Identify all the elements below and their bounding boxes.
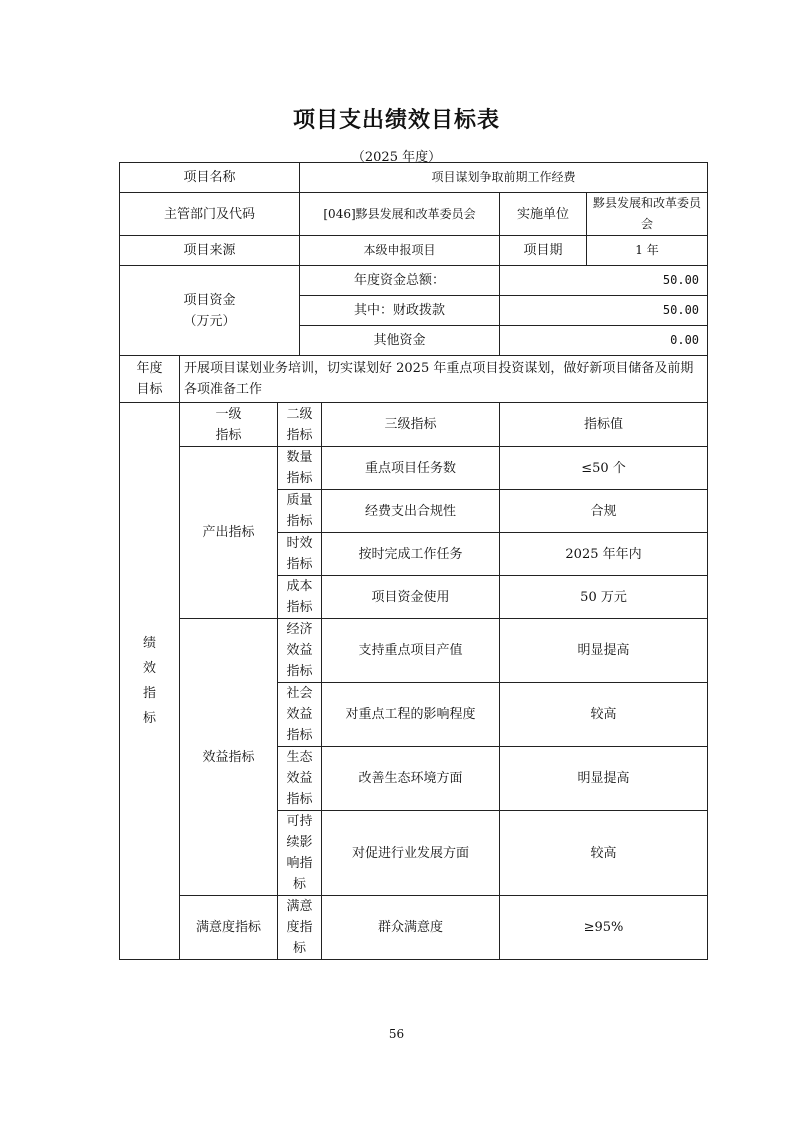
source-label: 项目来源 — [120, 236, 300, 266]
level2-indicator-line: 效益 — [286, 643, 313, 658]
value-header: 指标值 — [500, 403, 708, 447]
indicator-row — [120, 896, 708, 960]
level2-indicator-line: 指标 — [286, 664, 313, 679]
level3-indicator: 经费支出合规性 — [322, 490, 500, 533]
level2-indicator-line: 指标 — [286, 557, 313, 572]
indicator-value: ≤50 个 — [500, 447, 708, 490]
level2-indicator-line: 时效 — [286, 536, 313, 551]
side-label-char: 标 — [142, 711, 156, 726]
level3-header: 三级指标 — [322, 403, 500, 447]
level2-indicator — [278, 811, 322, 896]
indicator-value: 合规 — [500, 490, 708, 533]
level2-indicator — [278, 490, 322, 533]
funds-total-value: 50.00 — [500, 266, 708, 296]
level2-indicator-line: 指标 — [286, 728, 313, 743]
level2-indicator-line: 续影 — [286, 835, 313, 850]
table-row — [120, 266, 708, 296]
side-label-char: 指 — [142, 686, 156, 701]
level3-indicator: 按时完成工作任务 — [322, 533, 500, 576]
source-value: 本级申报项目 — [300, 236, 500, 266]
side-label-char: 绩 — [142, 636, 156, 651]
project-name-value: 项目谋划争取前期工作经费 — [300, 163, 708, 193]
level2-indicator-line: 指标 — [286, 514, 313, 529]
level2-indicator — [278, 447, 322, 490]
page-subtitle: （2025 年度） — [351, 150, 442, 165]
page-number: 56 — [388, 1027, 405, 1041]
level2-indicator-line: 指标 — [286, 471, 313, 486]
indicator-value: 明显提高 — [500, 619, 708, 683]
level2-indicator — [278, 619, 322, 683]
page-title: 项目支出绩效目标表 — [292, 108, 500, 133]
level1-indicator: 效益指标 — [180, 619, 278, 896]
level2-indicator-line: 指标 — [286, 600, 313, 615]
indicator-row — [120, 619, 708, 683]
level2-indicator-line: 度指 — [286, 920, 313, 935]
performance-indicator-label — [120, 403, 180, 960]
funds-fiscal-value: 50.00 — [500, 296, 708, 326]
level2-indicator — [278, 683, 322, 747]
indicator-value: ≥95% — [500, 896, 708, 960]
level2-indicator-line: 可持 — [286, 814, 313, 829]
project-name-label: 项目名称 — [120, 163, 300, 193]
level2-indicator-line: 效益 — [286, 707, 313, 722]
level1-header-line: 一级 — [215, 406, 242, 422]
table-row — [120, 163, 708, 193]
indicator-value: 较高 — [500, 683, 708, 747]
indicator-value: 较高 — [500, 811, 708, 896]
funds-other-label: 其他资金 — [300, 326, 500, 356]
level2-indicator-line: 生态 — [286, 750, 313, 765]
impl-unit-value: 黟县发展和改革委员会 — [587, 193, 708, 236]
level1-indicator: 产出指标 — [180, 447, 278, 619]
level3-indicator: 对促进行业发展方面 — [322, 811, 500, 896]
table-row — [120, 356, 708, 403]
level2-header-line: 二级 — [286, 406, 313, 422]
level2-indicator-line: 社会 — [286, 686, 313, 701]
level2-header — [278, 403, 322, 447]
level2-indicator-line: 成本 — [286, 579, 313, 594]
level3-indicator: 群众满意度 — [322, 896, 500, 960]
level3-indicator: 改善生态环境方面 — [322, 747, 500, 811]
level1-indicator: 满意度指标 — [180, 896, 278, 960]
level2-indicator-line: 指标 — [286, 792, 313, 807]
level3-indicator: 支持重点项目产值 — [322, 619, 500, 683]
indicator-header-row — [120, 403, 708, 447]
indicator-row — [120, 447, 708, 490]
funds-other-value: 0.00 — [500, 326, 708, 356]
level2-header-line: 指标 — [286, 427, 313, 443]
indicator-value: 2025 年年内 — [500, 533, 708, 576]
funds-total-label: 年度资金总额： — [300, 266, 500, 296]
level2-indicator-line: 质量 — [286, 493, 313, 508]
funds-label-unit: （万元） — [183, 313, 236, 329]
level2-indicator — [278, 896, 322, 960]
goal-label-line-2: 目标 — [136, 382, 163, 397]
level2-indicator — [278, 533, 322, 576]
period-value: 1 年 — [587, 236, 708, 266]
level2-indicator-line: 满意 — [286, 899, 313, 914]
impl-unit-label: 实施单位 — [500, 193, 587, 236]
level2-indicator-line: 效益 — [286, 771, 313, 786]
funds-label-line: 项目资金 — [183, 292, 236, 308]
table-row — [120, 236, 708, 266]
level3-indicator: 对重点工程的影响程度 — [322, 683, 500, 747]
table-row — [120, 193, 708, 236]
level2-indicator-line: 数量 — [286, 450, 313, 465]
level3-indicator: 项目资金使用 — [322, 576, 500, 619]
goal-label-line-1: 年度 — [136, 361, 163, 376]
level2-indicator-line: 标 — [293, 877, 307, 892]
level2-indicator — [278, 576, 322, 619]
goal-text: 开展项目谋划业务培训，切实谋划好 2025 年重点项目投资谋划，做好新项目储备及前期各项准备工作 — [180, 356, 708, 403]
level2-indicator-line: 响指 — [286, 856, 313, 871]
dept-value: [046]黟县发展和改革委员会 — [300, 193, 500, 236]
indicator-value: 明显提高 — [500, 747, 708, 811]
funds-fiscal-label: 其中：财政拨款 — [300, 296, 500, 326]
level3-indicator: 重点项目任务数 — [322, 447, 500, 490]
performance-table — [119, 162, 708, 960]
side-label-char: 效 — [142, 661, 156, 676]
period-label: 项目期 — [500, 236, 587, 266]
funds-label — [120, 266, 300, 356]
level2-indicator — [278, 747, 322, 811]
level1-header — [180, 403, 278, 447]
indicator-value: 50 万元 — [500, 576, 708, 619]
goal-label — [120, 356, 180, 403]
dept-label: 主管部门及代码 — [120, 193, 300, 236]
level1-header-line: 指标 — [215, 427, 242, 443]
level2-indicator-line: 标 — [293, 941, 307, 956]
level2-indicator-line: 经济 — [286, 622, 313, 637]
